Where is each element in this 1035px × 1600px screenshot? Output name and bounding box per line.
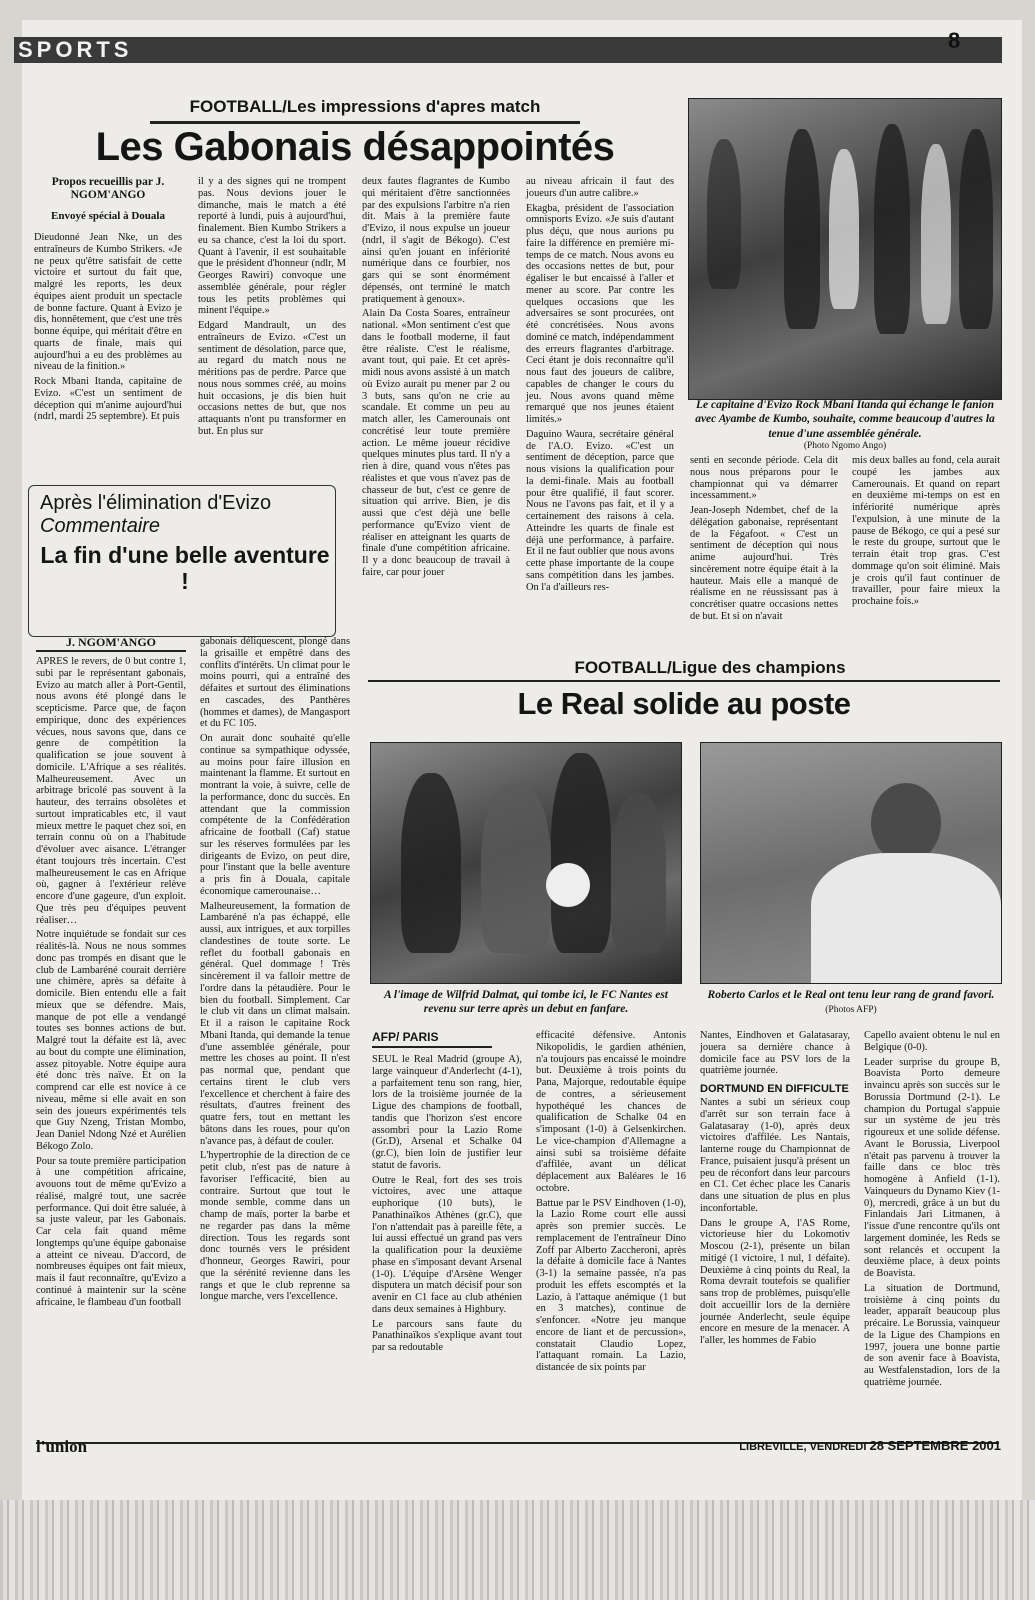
article1-col4 [526, 176, 674, 596]
article1-col1 [34, 232, 182, 426]
paragraph: Ekagba, président de l'association omnisports Evizo. «Je suis d'autant plus déçu, que nous aurions pu faire la différence en première mi-temps de ce match. Nous avons eu des occasions nettes de but, pour égaliser le but encaissé à l'aller et mener au score. Par contre les quelques occasions que les adversaires se sont procurées, ont été concrétisées. Nous avons dominé ce match, indépendamment des erreurs flagrantes d'arbitrage. Ceci étant je dois reconnaître qu'il nous faut des joueurs de calibre, capables de changer le cours du jeu. Nous avons quand même remarqué que nos jeunes étaient limités.» [526, 202, 674, 425]
paragraph: Capello avaient obtenu le nul en Belgique (0-0). [864, 1030, 1000, 1053]
real-photo-caption [702, 988, 1000, 1017]
article2-kicker: FOOTBALL/Ligue des champions [574, 658, 846, 677]
paragraph: Le parcours sans faute du Panathinaïkos s'explique avant tout par sa redoutable [372, 1318, 522, 1353]
footer-dateline [739, 1438, 1001, 1453]
article1-headline: Les Gabonais désappointés [95, 125, 615, 169]
article2-col2 [536, 1030, 686, 1377]
paragraph: deux fautes flagrantes de Kumbo qui méritaient d'être sanctionnées par des expulsions l'arbitre n'a rien dit. Mais à la première faute d'Evizo, il nous expulse un joueur (ndrl, il s'agit de Békogo). C'est ainsi qu'en jouant en infériorité numérique dans ce fourbier, nos gars qui se sont énormément dépensés, ont terminé le match pratiquement à genoux». [362, 176, 510, 305]
evizo-captain-photo [688, 98, 1002, 400]
paragraph: gabonais déliquescent, plongé dans la grisaille et empêtré dans des conflits d'intérêts. Un climat pour le moins pourri, qui a entraîné des défaites et surtout des éliminations en cascades, des Panthères (hommes et dames), de Mangasport et du FC 105. [200, 636, 350, 730]
footer-place: LIBREVILLE, VENDREDI [739, 1441, 867, 1453]
paragraph: Nantes a subi un sérieux coup d'arrêt sur son terrain face à Galatasaray (1-0), après deux victoires d'affilée. Les Nantais, lanterne rouge du Championnat de France, puisaient jusqu'à présent un peu de réconfort dans leur parcours en C1. Cet échec place les Canaris dans une situation de plus en plus inconfortable. [700, 1097, 850, 1214]
caption-text: Roberto Carlos et le Real ont tenu leur rang de grand favori. [707, 989, 995, 1001]
nantes-photo-caption: A l'image de Wilfrid Dalmat, qui tombe ici, le FC Nantes est revenu sur terre après un debut en fanfare. [384, 989, 668, 1016]
commentary-headline: La fin d'une belle aventure ! [40, 542, 330, 595]
paragraph: Nantes, Eindhoven et Galatasaray, jouera sa dernière chance à domicile face au PSV lors de la quatrième journée. [700, 1030, 850, 1077]
article2-col4 [864, 1030, 1000, 1392]
paragraph: Dans le groupe A, l'AS Rome, victorieuse hier du Lokomotiv Moscou (2-1), présente un bilan mitigé (1 victoire, 1 nul, 1 défaite). Deuxième à cinq points du Real, la Roma devrait toutefois se qualifier sans trop de problèmes, puisqu'elle doit accueillir lors de la dernière journée Anderlecht, seule équipe encore en mesure de la menacer. A l'aller, les hommes de Fabio [700, 1217, 850, 1346]
paragraph: Notre inquiétude se fondait sur ces réalités-là. Nous ne nous sommes donc pas trompés en disant que le club de Lambaréné courait derrière une chimère, après sa défaite à domicile. Bien entendu elle a fait mieux que se défendre. Mais, manque de pot elle a vendangé toutes ses bonnes actions de but. Malgré tout la défaite est là, avec au bout du compte une élimination, assez pitoyable. Notre équipe aura été donc très naïve. Et on la comprend car elle est novice à ce niveau, même si elle avait en son sein des joueurs expérimentés tels que Guy Nzeng, Tristan Mombo, Jean Daniel Ndong Nzé et Aurélien Békogo Zolo. [36, 929, 186, 1152]
section-header-bar [14, 37, 1002, 63]
article1-byline: Propos recueillis par J. NGOM'ANGO [51, 176, 165, 202]
article1-col5 [690, 455, 838, 626]
article1-col6 [852, 455, 1000, 611]
paragraph: APRES le revers, de 0 but contre 1, subi par le représentant gabonais, Evizo au match aller à Port-Gentil, nous avons été plongé dans le scepticisme. Parce que, de façon empirique, donc des expériences vécues, nous savons que, dans ce genre de compétition la qualification se joue souvent à domicile. L'Afrique a ses réalités. Malheureusement. Avec un arbitrage bricolé pas souvent à la hauteur, des terrains obsolètes et surtout impraticables etc, il vaut mieux mettre le paquet chez soi, en terrain connu où on a l'habitude d'évoluer avec aisance. L'étranger étant toujours très incertain. C'est malheureusement le cas en Afrique où, gagner à l'extérieur relève encore d'une gageure, d'un exploit. Que très peu d'équipes peuvent réaliser… [36, 656, 186, 926]
article2-col1 [372, 1030, 522, 1357]
commentary-col2 [200, 636, 350, 1306]
evizo-photo-caption [690, 398, 1000, 453]
paragraph: On aurait donc souhaité qu'elle continue sa sympathique odyssée, au moins pour faire illusion en maintenant la flamme. Et surtout en montrant la voie, à suivre, celle de la performance, donc du succès. En attendant que la commission compétente de la Confédération africaine de football (Caf) statue sur les réserves formulées par les dirigeants de Evizo, on peut dire, pour l'instant que la belle aventure a pris fin à Douala, capitale économique camerounaise… [200, 733, 350, 897]
paragraph: Battue par le PSV Eindhoven (1-0), la Lazio Rome court elle aussi après son premier succès. Le remplacement de l'entraîneur Dino Zoff par Alberto Zaccheroni, après la défaite à domicile face à Nantes (3-1) la semaine passée, n'a pas produit les effets escomptés et la Lazio, à l'attaque anémique (1 but en 3 matches), continue de s'enfoncer. «Notre jeu manque encore de liant et de percussion», constatait Claudio Lopez, l'attaquant romain. La Lazio, distancée de six points par [536, 1197, 686, 1373]
article2-kicker-rule [368, 680, 1000, 682]
paragraph: L'hypertrophie de la direction de ce petit club, n'est pas de nature à favoriser l'efficacité, bien au contraire. Surtout que tout le monde semble, comme dans un champ de maïs, porter la barbe et ne regarder pas dans la même direction. Tous les regards sont donc tournés vers le président d'honneur, Georges Rawiri, pour que la sérénité revienne dans les rangs et que le club reprenne sa longue marche, vers l'excellence. [200, 1150, 350, 1303]
newspaper-logo: l'union [36, 1437, 88, 1456]
commentary-byline: J. NGOM'ANGO [66, 635, 156, 649]
article2-subhead: DORTMUND EN DIFFICULTE [700, 1083, 849, 1095]
paragraph: Malheureusement, la formation de Lambaréné n'a pas échappé, elle aussi, aux intrigues, et aux torpilles clandestines de toute sorte. Le reflet du football gabonais en général. Quel dommage ! Très sincèrement il va falloir mettre de l'ordre dans la pétaudière. Pour le bien du football. Simplement. Car le club vit dans un climat malsain. Et il a raison le capitaine Rock Mbani Itanda, qui demande la tenue d'une assemblée générale, pour mettre les choses au point. Il n'est pas normal que, pendant que certains tirent le club vers l'excellence et cherchent à faire des résultats, d'autres freinent des quatre fers, tout en mettant les bâtons dans les roues, pour qu'on n'avance pas, à défaut de couler. [200, 900, 350, 1147]
scanner-background-strip [0, 1500, 1035, 1600]
paragraph: Outre le Real, fort des ses trois victoires, avec une attaque euphorique (10 buts), le Panathinaïkos Athènes (gr.C), que l'on n'attendait pas à pareille fête, a lui aussi effectué un grand pas vers la qualification pour la deuxième phase en s'imposant devant Arsenal (1-0). L'équipe d'Arsène Wenger disputera un match décisif pour son avenir en C1 face au club athénien dans deux semaines à Highbury. [372, 1174, 522, 1315]
paragraph: au niveau africain il faut des joueurs d'un autre calibre.» [526, 176, 674, 199]
paragraph: La situation de Dortmund, troisième à cinq points du leader, apparaît beaucoup plus précaire. Le Borussia, vainqueur de la Ligue des Champions en 1997, jouera une bonne partie de son avenir face à Boavista, au Westfalenstadion, lors de la quatrième journée. [864, 1282, 1000, 1388]
footer-date: 28 SEPTEMBRE 2001 [869, 1438, 1001, 1453]
article1-col3 [362, 176, 510, 582]
commentary-col1 [36, 656, 186, 1311]
article2-source: AFP/ PARIS [372, 1030, 439, 1044]
commentary-line1: Après l'élimination d'Evizo [40, 492, 272, 514]
commentary-line2: Commentaire [40, 515, 161, 537]
caption-text: Le capitaine d'Evizo Rock Mbani Itanda qui échange le fanion avec Ayambe de Kumbo, souhaite, comme beaucoup d'autres la tenue d'une assemblée générale. [695, 399, 995, 440]
paragraph: Pour sa toute première participation à une compétition africaine, avouons tout de même qu'Evizo a réalisé, malgré tout, une sacrée performance. Qui doit être saluée, à sa juste valeur, par les Gabonais. Car cela fait quand même longtemps qu'une équipe gabonaise a atteint ce niveau. D'accord, de nombreuses équipes ont fait mieux, mais il faut reconnaître, qu'Evizo a continué à maintenir sur la scène africaine, le flambeau d'un football [36, 1155, 186, 1308]
article1-dateline: Envoyé spécial à Douala [51, 210, 165, 223]
paragraph: il y a des signes qui ne trompent pas. Nous devions jouer le dimanche, mais le match a été reporté à lundi, puis à aujourd'hui, finalement. Bien Kumbo Strikers a eu sa chance, c'est la loi du sport. Quant à l'avenir, il est souhaitable que le président d'honneur (ndlr, M Georges Rawiri) convoque une assemblée générale, pour régler tous les petits problèmes qui minent l'équipe.» [198, 176, 346, 317]
paragraph: Leader surprise du groupe B, Boavista Porto demeure invaincu après son succès sur le Borussia Dortmund (2-1). Le champion du Portugal s'appuie sur un système de jeu très rigoureux et une solide défense. Avant le Borussia, Liverpool n'était pas parvenu à trouver la faille dans ce bloc très homogène à Anfield (1-1). Vainqueurs du Dynamo Kiev (1-0), mercredi, grâce à un but du Finlandais Jari Litmanen, à l'issue d'une rencontre qu'ils ont largement dominée, les Reds se sont relancés et occupent la deuxième place, à deux points de Boavista. [864, 1056, 1000, 1279]
roberto-carlos-photo [700, 742, 1002, 984]
paragraph: Alain Da Costa Soares, entraîneur national. «Mon sentiment c'est que dans le football moderne, il faut être réaliste. C'est le réalisme, avant tout, qui paie. Et cet après-midi nous avons assisté à un match où Evizo aurait pu mener par 2 ou 3 buts, sans qu'on ne crie au scandale. Et comme un peu au match aller, les Camerounais ont concrétisé leur toute première action. Le même joueur récidive quelques minutes plus tard. Il n'y a rien à dire, quand vous n'êtes pas réalistes et que vous n'avez pas de chasseur de but, c'est ce genre de situation qui arrive. Bien, je dis aussi que c'est déjà une belle performance qu'Evizo vient de réaliser en atteignant les quarts de finale d'une compétition africaine. Il y a donc beaucoup de travail à faire, car pour jouer [362, 308, 510, 578]
paragraph: Daguino Waura, secrétaire général de l'A.O. Evizo. «C'est un sentiment de déception, parce que nous visions la qualification pour la demi-finale. Mais au football pour être qualifié, il faut scorer. Nous ne l'avons pas fait, et il y a certainement des raisons à cela. Atteindre les quarts de finale est déjà une performance, à parfaire. Et il ne faut oublier que nous avons cette phase importante de la coupe sans compétition dans les jambes. On l'a d'ailleurs res- [526, 428, 674, 593]
section-title: SPORTS [18, 37, 133, 62]
article2-col3 [700, 1030, 850, 1350]
source-rule [372, 1046, 492, 1048]
paragraph: Edgard Mandrault, un des entraîneurs de Evizo. «C'est un sentiment de désolation, parce que, au regard du match nous ne méritions pas de perdre. Parce que nous nous sommes créé, au moins huit occasions, je dis bien huit occasions nettes de but, que nos attaquants n'ont pu transformer en but. En plus sur [198, 320, 346, 437]
commentary-byline-rule [36, 650, 186, 652]
paragraph: Jean-Joseph Ndembet, chef de la délégation gabonaise, représentant de la Fégafoot. « C'est un sentiment de déception qui nous anime aujourd'hui. Très sincèrement notre équipe était à la hauteur. Mais elle a manqué de réalisme en ne réussissant pas à concrétiser quatre occasions nettes de but. Et si on n'avait [690, 505, 838, 622]
article1-col2 [198, 176, 346, 441]
paragraph: senti en seconde période. Cela dit nous nous préparons pour le championnat qui va démarrer incessamment.» [690, 455, 838, 502]
paragraph: Dieudonné Jean Nke, un des entraîneurs de Kumbo Strikers. «Je ne peux qu'être satisfait de cette victoire et surtout du fait que, malgré les reports, les deux équipes aient produit un spectacle de bonne facture. Quant à Evizo je dis, honnêtement, que c'est une très bonne équipe, qui méritait d'être en quarts de finale, mais qui aujourd'hui a eu des problèmes au niveau de la finition.» [34, 232, 182, 373]
photo-credit: (Photo Ngomo Ango) [803, 441, 887, 452]
paragraph: efficacité défensive. Antonis Nikopolidis, le gardien athénien, n'a toujours pas encaissé le moindre but. Deuxième à trois points du Pana, Majorque, redoutable équipe de contres, a sérieusement hypothéqué les chances de qualification de Schalke 04 en s'imposant (1-0) à Gelsenkirchen. Le vice-champion d'Allemagne a ainsi subi sa troisième défaite d'affilée, avant un délicat déplacement aux Baléares le 16 octobre. [536, 1030, 686, 1194]
article1-byline-block [34, 176, 182, 223]
nantes-match-photo [370, 742, 682, 984]
paragraph: mis deux balles au fond, cela aurait coupé les jambes aux Camerounais. Et quand on repart en deuxième mi-temps on est en infériorité numérique après l'expulsion, à une minute de la pause de Békogo, ce qui a pesé sur le reste du groupe, surtout que le terrain était trop gras. C'est dommage qu'on soit éliminé. Mais je crois qu'il faut continuer de travailler, pour faire mieux la prochaine fois.» [852, 455, 1000, 607]
article2-headline: Le Real solide au poste [517, 686, 851, 721]
photo-credit: (Photos AFP) [825, 1005, 877, 1016]
paragraph: SEUL le Real Madrid (groupe A), large vainqueur d'Anderlecht (4-1), a parfaitement tenu son rang, hier, lors de la troisième journée de la Ligue des champions de football, tandis que l'horizon s'est encore assombri pour la Lazio Rome (Gr.D), Arsenal et Schalke 04 (gr.C), bien loin de justifier leur statut de favoris. [372, 1054, 522, 1171]
page-number: 8 [948, 28, 961, 53]
paragraph: Rock Mbani Itanda, capitaine de Evizo. «C'est un sentiment de déception qui m'anime aujourd'hui (ndrl, mardi 25 septembre). Et puis [34, 376, 182, 423]
article1-kicker: FOOTBALL/Les impressions d'apres match [189, 97, 541, 116]
commentary-header [40, 492, 330, 595]
